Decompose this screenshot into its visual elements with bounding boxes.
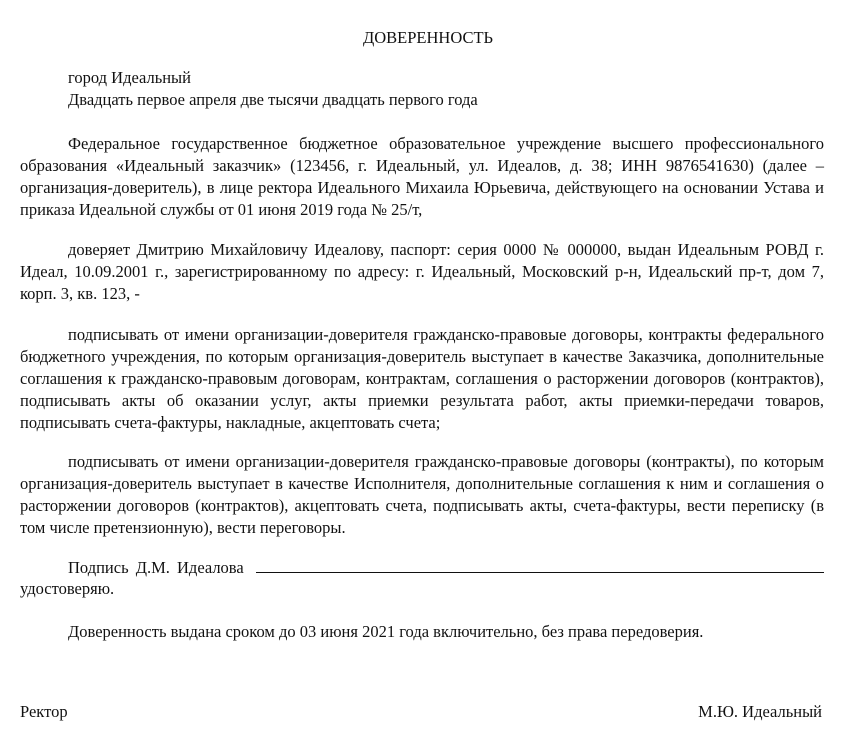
signature-line: [256, 556, 824, 573]
document-title: ДОВЕРЕННОСТЬ: [362, 28, 494, 47]
city: город Идеальный: [68, 68, 191, 87]
footer-position: Ректор: [20, 702, 68, 721]
paragraph-principal: Федеральное государственное бюджетное образовательное учреждение высшего профессионального образования «Идеальный заказчик» (123456, г. Идеальный, ул. Идеалов, д. 38; ИНН 9876541630) (далее – организация-доверитель), в лице ректора Идеального Михаила Юрьевича, действующего на основании Устава и приказа Идеальной службы от 01 июня 2019 года № 25/т,: [20, 134, 824, 219]
signature-label: Подпись Д.М. Идеалова: [68, 558, 244, 577]
power-1: подписывать от имени организации-доверителя гражданско-правовые договоры, контракты федерального бюджетного учреждения, по которым организация-доверитель выступает в качестве Заказчика, дополнительные соглашения к гражданско-правовым договорам, контрактам, соглашения о расторжении договоров (контрактов), подписывать акты об оказании услуг, акты приемки результата работ, акты приемки-передачи товаров, подписывать счета-фактуры, накладные, акцептовать счета;: [20, 325, 824, 432]
signature-row: [68, 556, 824, 578]
footer-name: М.Ю. Идеальный: [698, 702, 822, 721]
date: Двадцать первое апреля две тысячи двадцать первого года: [68, 90, 478, 109]
power-2: подписывать от имени организации-доверителя гражданско-правовые договоры (контракты), по которым организация-доверитель выступает в качестве Исполнителя, дополнительные соглашения к ним и соглашения о расторжении договоров (контрактов), акцептовать счета, подписывать акты, счета-фактуры, вести переписку (в том числе претензионную), вести переговоры.: [20, 452, 824, 537]
paragraph-agent: доверяет Дмитрию Михайловичу Идеалову, паспорт: серия 0000 № 000000, выдан Идеальным РОВД г. Идеал, 10.09.2001 г., зарегистрированному по адресу: г. Идеальный, Московский р-н, Идеальский пр-т, дом 7, корп. 3, кв. 123, -: [20, 240, 824, 303]
certify-text: удостоверяю.: [20, 579, 115, 598]
validity-text: Доверенность выдана сроком до 03 июня 2021 года включительно, без права передоверия.: [68, 622, 704, 641]
city-line: [68, 67, 824, 111]
